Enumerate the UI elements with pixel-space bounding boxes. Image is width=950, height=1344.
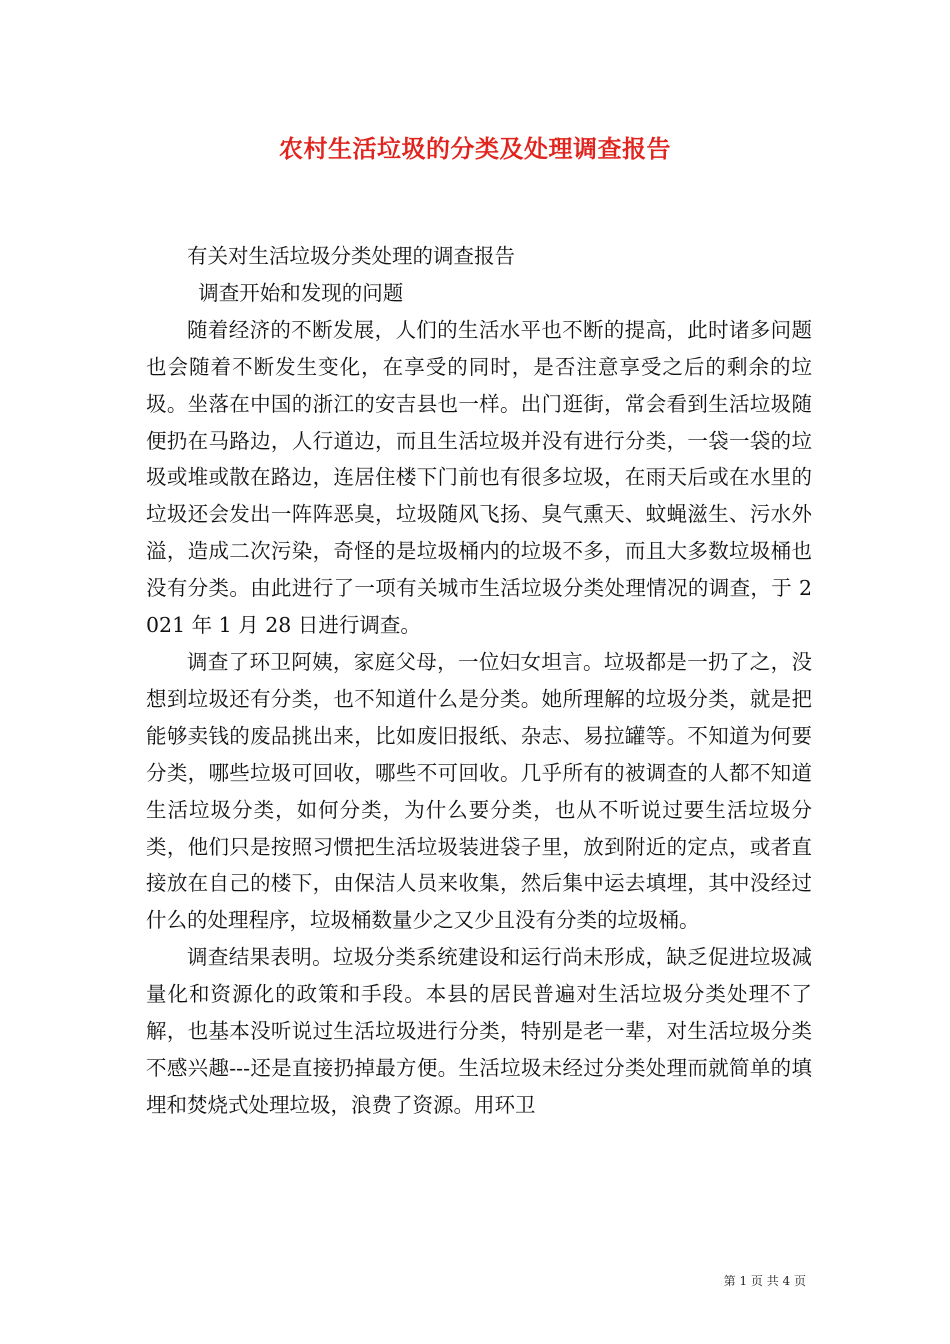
body-paragraph: 随着经济的不断发展，人们的生活水平也不断的提高，此时诸多问题也会随着不断发生变化，在享受的同时，是否注意享受之后的剩余的垃圾。坐落在中国的浙江的安吉县也一样。出门逛街，常会看到生活垃圾随便扔在马路边，人行道边，而且生活垃圾并没有进行分类，一袋一袋的垃圾或堆或散在路边，连居住楼下门前也有很多垃圾，在雨天后或在水里的垃圾还会发出一阵阵恶臭，垃圾随风飞扬、臭气熏天、蚊蝇滋生、污水外溢，造成二次污染，奇怪的是垃圾桶内的垃圾不多，而且大多数垃圾桶也没有分类。由此进行了一项有关城市生活垃圾分类处理情况的调查，于 2021 年 1 月 28 日进行调查。 [146,317,812,638]
section-heading: 调查开始和发现的问题 [198,280,404,305]
report-heading: 有关对生活垃圾分类处理的调查报告 [187,244,515,268]
body-paragraph: 调查了环卫阿姨，家庭父母，一位妇女坦言。垃圾都是一扔了之，没想到垃圾还有分类，也不知道什么是分类。她所理解的垃圾分类，就是把能够卖钱的废品挑出来，比如废旧报纸、杂志、易拉罐等。不知道为何要分类，哪些垃圾可回收，哪些不可回收。几乎所有的被调查的人都不知道生活垃圾分类，如何分类，为什么要分类，也从不听说过要生活垃圾分类，他们只是按照习惯把生活垃圾装进袋子里，放到附近的定点，或者直接放在自己的楼下，由保洁人员来收集，然后集中运去填埋，其中没经过什么的处理程序，垃圾桶数量少之又少且没有分类的垃圾桶。 [146,649,812,933]
document-title: 农村生活垃圾的分类及处理调查报告 [279,134,671,163]
page-number: 第 1 页 共 4 页 [723,1274,806,1288]
document-body [146,238,812,1124]
body-paragraph: 调查结果表明。垃圾分类系统建设和运行尚未形成，缺乏促进垃圾减量化和资源化的政策和手段。本县的居民普遍对生活垃圾分类处理不了解，也基本没听说过生活垃圾进行分类，特别是老一辈，对生活垃圾分类不感兴趣---还是直接扔掉最方便。生活垃圾未经过分类处理而就简单的填埋和焚烧式处理垃圾，浪费了资源。用环卫 [146,945,812,1117]
